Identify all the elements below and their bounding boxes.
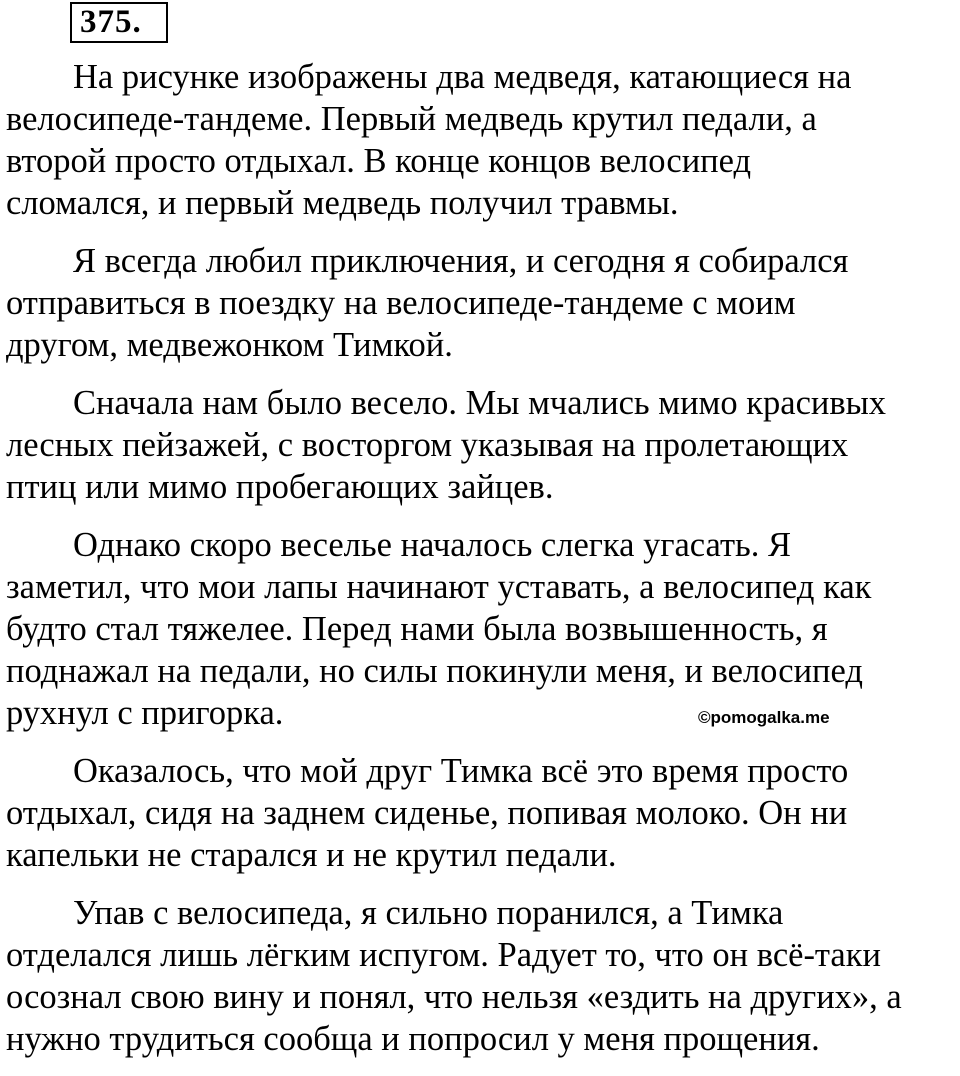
text-line: На рисунке изображены два медведя, катающиеся на: [73, 58, 852, 96]
text-line: второй просто отдыхал. В конце концов велосипед: [6, 142, 752, 180]
text-line: Оказалось, что мой друг Тимка всё это время просто: [73, 752, 849, 790]
text-line: рухнул с пригорка.: [6, 694, 284, 732]
text-line: Однако скоро веселье началось слегка угасать. Я: [73, 526, 792, 564]
text-line: нужно трудиться сообща и попросил у меня прощения.: [6, 1020, 820, 1058]
paragraph: [6, 750, 956, 876]
text-line: осознал свою вину и понял, что нельзя «ездить на других», а: [6, 978, 902, 1016]
text-line: будто стал тяжелее. Перед нами была возвышенность, я: [6, 610, 828, 648]
text-line: птиц или мимо пробегающих зайцев.: [6, 468, 554, 506]
text-line: лесных пейзажей, с восторгом указывая на пролетающих: [6, 426, 849, 464]
text-line: Упав с велосипеда, я сильно поранился, а Тимка: [73, 894, 784, 932]
task-number: 375.: [80, 4, 142, 40]
paragraph: [6, 524, 956, 734]
text-line: капельки не старался и не крутил педали.: [6, 836, 617, 874]
text-line: заметил, что мои лапы начинают уставать, а велосипед как: [6, 568, 872, 606]
task-number-box: [70, 2, 168, 43]
paragraph: [6, 240, 956, 366]
text-line: другом, медвежонком Тимкой.: [6, 326, 453, 364]
text-line: поднажал на педали, но силы покинули меня, и велосипед: [6, 652, 863, 690]
paragraph: [6, 892, 956, 1060]
watermark: ©pomogalka.me: [698, 708, 830, 727]
essay-text: [6, 56, 956, 1076]
text-line: Я всегда любил приключения, и сегодня я собирался: [73, 242, 849, 280]
text-line: отдыхал, сидя на заднем сиденье, попивая молоко. Он ни: [6, 794, 848, 832]
paragraph: [6, 56, 956, 224]
paragraph: [6, 382, 956, 508]
text-line: отделался лишь лёгким испугом. Радует то, что он всё-таки: [6, 936, 881, 974]
text-line: Сначала нам было весело. Мы мчались мимо красивых: [73, 384, 887, 422]
text-line: сломался, и первый медведь получил травмы.: [6, 184, 679, 222]
text-line: велосипеде-тандеме. Первый медведь крутил педали, а: [6, 100, 817, 138]
text-line: отправиться в поездку на велосипеде-тандеме с моим: [6, 284, 796, 322]
